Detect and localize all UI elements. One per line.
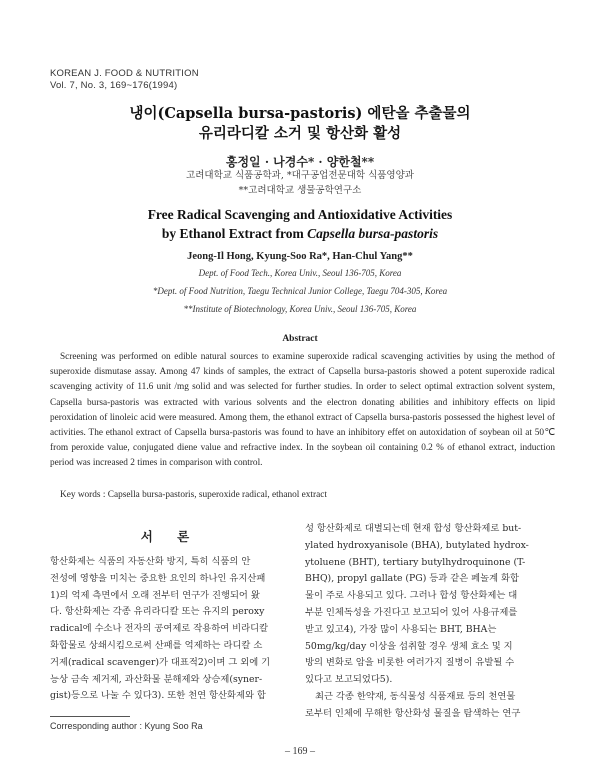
page-number: – 169 – (285, 746, 315, 757)
left-line: 능상 금속 제거제, 과산화물 분해제와 상승제(syner- (50, 673, 263, 685)
right-line: 방의 변화로 암을 비롯한 여러가지 질병이 유발될 수 (305, 657, 515, 669)
english-title-species: Capsella bursa-pastoris (307, 226, 439, 241)
left-line: radical에 수소나 전자의 공여제로 작용하여 비라디칼 (50, 623, 269, 635)
right-line: 받고 있고4), 가장 많이 사용되는 BHT, BHA는 (305, 623, 497, 635)
english-affiliation-2: *Dept. of Food Nutrition, Taegu Technical Junior College, Taegu 704-305, Korea (152, 286, 448, 296)
left-line: 1)의 억제 측면에서 오래 전부터 연구가 진행되어 왔 (50, 589, 260, 601)
right-column (305, 521, 555, 723)
right-line: 성 항산화제로 대별되는데 현재 합성 항산화제로 but- (305, 523, 522, 534)
english-title (0, 205, 600, 243)
left-column (50, 554, 295, 705)
english-affiliation-1: Dept. of Food Tech., Korea Univ., Seoul 136-705, Korea (198, 268, 402, 278)
english-authors: Jeong-Il Hong, Kyung-Soo Ra*, Han-Chul Yang** (187, 251, 413, 262)
right-line: 있다고 보고되었다5). (305, 674, 393, 686)
right-line: 부분 인체독성을 가진다고 보고되어 있어 사용규제를 (305, 606, 518, 618)
english-affiliation-3: **Institute of Biotechnology, Korea Univ., Seoul 136-705, Korea (183, 304, 417, 314)
right-line: 최근 각종 한약재, 동식물성 식품재료 등의 천연물 (315, 690, 516, 702)
footnote-divider (50, 716, 130, 717)
left-line: 전성에 영향을 미치는 중요한 요인의 하나인 유지산패 (50, 572, 266, 584)
right-line: 로부터 인체에 무해한 항산화성 물질을 탐색하는 연구 (305, 707, 521, 719)
keywords: Key words : Capsella bursa-pastoris, superoxide radical, ethanol extract (60, 490, 327, 500)
abstract-text: Screening was performed on edible natural sources to examine superoxide radical scavenging activities by using the method of superoxide dismutase assay. Among 47 kinds of samples, the extract of Capsella bursa-pastoris showed a potent superoxide radical scavenging activity of 11.6 unit /mg solid and was selected for further studies. In order to select optimal extraction solvent system, Capsella bursa-pastoris was extracted with various solvents and the electron donating abilities and inhibitory effects on lipid peroxidation of linoleic acid were measured. Among them, the ethanol extract of Capsella bursa-pastoris possessed the highest level of activities. The ethanol extract of Capsella bursa-pastoris was found to have an inhibitory effet on autoxidation of soybean oil at 50℃ from peroxide value, conjugated diene value and refractive index. In the soybean oil containing 0.2 % of ethanol extract, induction period was increased 2 times in comparison with control. (50, 352, 555, 469)
corresponding-author-footnote: Corresponding author : Kyung Soo Ra (50, 721, 203, 731)
english-title-line2 (0, 224, 600, 243)
abstract-body (50, 350, 555, 472)
korean-authors: 홍정일 · 나경수* · 양한철** (225, 155, 375, 169)
left-line: 다. 항산화제는 각종 유리라디칼 또는 유지의 peroxy (50, 606, 265, 618)
section-heading-introduction: 서 론 (140, 529, 200, 544)
journal-volume: Vol. 7, No. 3, 169~176(1994) (50, 80, 178, 91)
left-line: 거제(radical scavenger)가 대표적2)이며 그 외에 기 (50, 656, 271, 668)
english-title-prefix: by Ethanol Extract from (161, 226, 308, 241)
right-line: BHQ), propyl gallate (PG) 등과 같은 페놀계 화합 (305, 573, 519, 585)
english-title-line1: Free Radical Scavenging and Antioxidative Activities (147, 207, 453, 222)
left-line: 화합물로 상쇄시킴으로써 산패를 억제하는 라디칼 소 (50, 639, 263, 651)
right-line: 50mg/kg/day 이상을 섭취할 경우 생체 효소 및 지 (305, 640, 513, 652)
journal-name: KOREAN J. FOOD & NUTRITION (50, 68, 199, 79)
korean-affiliation-2: **고려대학교 생물공학연구소 (238, 185, 362, 196)
journal-header (50, 68, 199, 92)
abstract-heading: Abstract (282, 334, 318, 344)
left-line: gist)등으로 나눌 수 있다3). 또한 천연 항산화제와 합 (50, 690, 266, 702)
korean-title-line2: 유리라디칼 소거 및 항산화 활성 (198, 125, 402, 142)
korean-title-line1: 냉이(Capsella bursa-pastoris) 에탄올 추출물의 (129, 105, 471, 122)
right-line: ylated hydroxyanisole (BHA), butylated hydrox- (305, 539, 529, 551)
korean-affiliation-1: 고려대학교 식품공학과, *대구공업전문대학 식품영양과 (186, 170, 414, 181)
right-line: 물이 주로 사용되고 있다. 그러나 합성 항산화제는 대 (305, 590, 518, 602)
right-line: ytoluene (BHT), tertiary butylhydroquinone (T- (305, 556, 526, 568)
left-line: 항산화제는 식품의 자동산화 방지, 특히 식품의 안 (50, 556, 251, 567)
